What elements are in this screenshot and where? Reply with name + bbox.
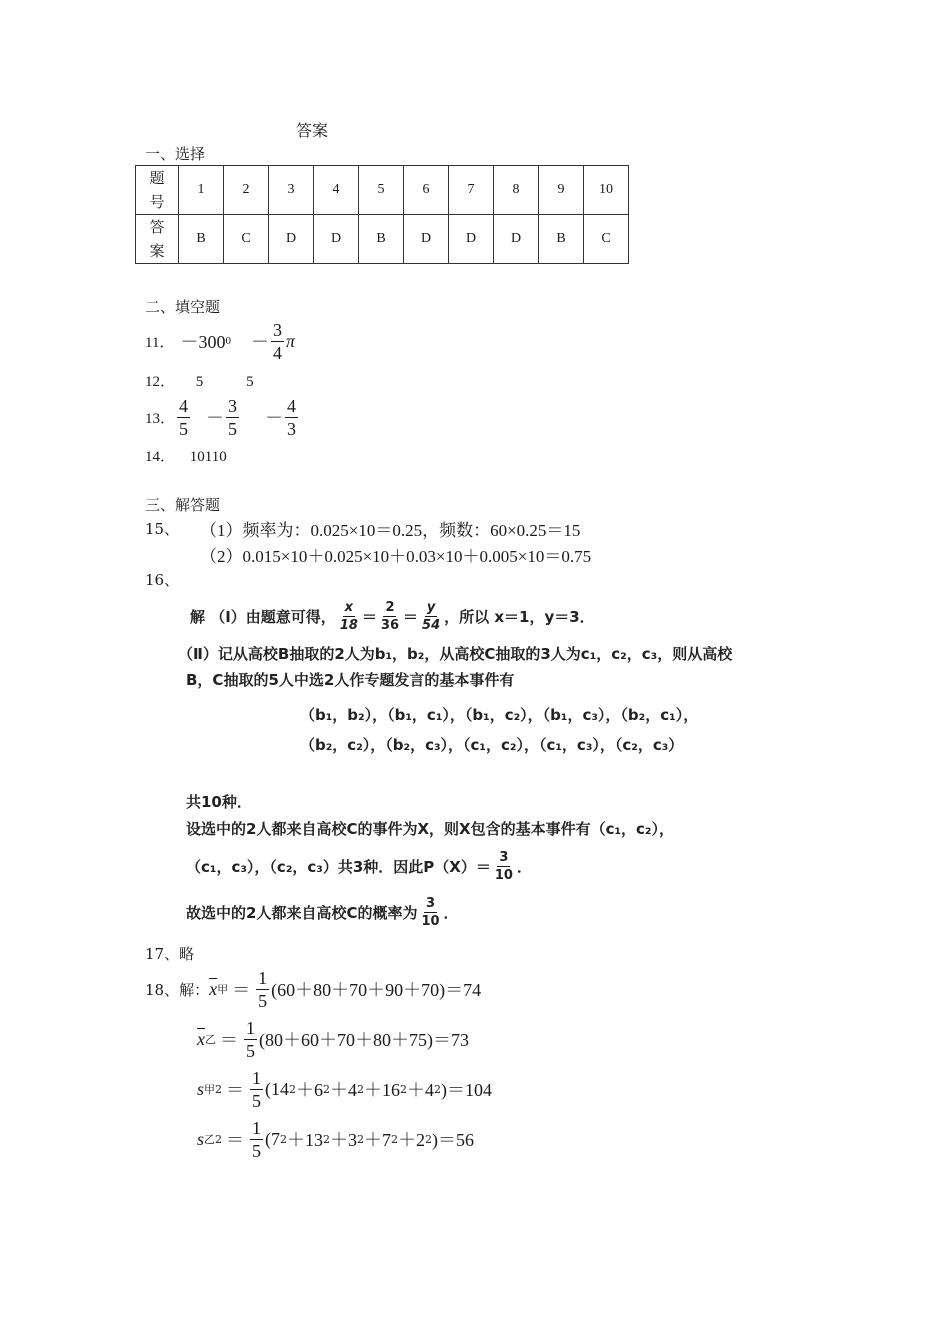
q16-line5: （b₂，c₂），（b₂，c₃），（c₁，c₂），（c₁，c₃），（c₂，c₃） <box>300 736 684 754</box>
question-number: 13． <box>145 410 176 427</box>
equation-term: ＋7 <box>364 1130 392 1150</box>
equation-term: )＝56 <box>432 1130 475 1150</box>
answer-value: 10110 <box>189 449 227 465</box>
page-title: 答案 <box>296 121 329 140</box>
superscript: 2 <box>280 1132 288 1146</box>
equation-fraction <box>250 1119 263 1160</box>
fraction-numerator: 1 <box>258 967 268 988</box>
superscript: 2 <box>425 1132 433 1146</box>
q16-line9 <box>186 892 459 932</box>
answer-table <box>135 165 629 264</box>
answer-18-line3: s 甲 2 ＝ $\frac{1}{5}$ (14 2 ＋6 2 ＋4 2 ＋16 2 ＋4 2 )＝104 <box>197 1067 493 1111</box>
question-number: 17、 <box>145 945 180 963</box>
subscript: 乙 <box>204 1133 216 1146</box>
superscript: 2 <box>357 1132 365 1146</box>
equals-sign: ＝ <box>403 607 419 626</box>
fraction-numerator: 4 <box>179 395 189 416</box>
question-number: 14． <box>145 449 176 465</box>
q16-fraction <box>420 601 442 632</box>
fraction-denominator: 36 <box>380 617 400 633</box>
equation-term: ＋4 <box>330 1080 358 1100</box>
answer-fraction <box>226 397 239 438</box>
fraction-denominator: 3 <box>287 418 297 439</box>
superscript: 2 <box>215 1132 223 1146</box>
table-cell: C <box>224 215 269 264</box>
q16-line1 <box>190 596 595 636</box>
table-cell: B <box>539 215 584 264</box>
subscript: 乙 <box>205 1033 216 1046</box>
answer-14 <box>145 445 227 466</box>
fraction-denominator: 5 <box>179 418 189 439</box>
answer-15-line1: （1）频率为：0.025×10＝0.25，频数：60×0.25＝15 <box>200 521 581 540</box>
fraction-denominator: 5 <box>246 1040 255 1061</box>
fraction-numerator: 1 <box>252 1117 262 1138</box>
fraction-denominator: 5 <box>252 1140 262 1161</box>
equation-term: ＋2 <box>398 1130 426 1150</box>
q16-text: ，所以 x＝1，y＝3． <box>444 607 595 626</box>
section-heading-fill: 二、填空题 <box>145 298 221 316</box>
row-label-char: 题 <box>149 169 165 187</box>
q16-line2: （Ⅱ）记从高校B抽取的2人为b₁，b₂，从高校C抽取的3人为c₁，c₂，c₃，则从高校 <box>178 645 733 663</box>
fraction-denominator: 5 <box>258 990 268 1011</box>
answer-fraction <box>271 321 284 362</box>
table-row-answers <box>136 215 629 264</box>
equation-rest: (80＋60＋70＋80＋75)＝73 <box>259 1030 469 1050</box>
q16-text: （c₁，c₃），（c₂，c₃）共3种．因此P（X）＝ <box>186 857 491 876</box>
equation-fraction <box>256 969 269 1010</box>
answer-fraction <box>177 397 190 438</box>
fraction-denominator: 54 <box>422 617 441 633</box>
fraction-numerator: x <box>344 599 354 615</box>
q16-text: 故选中的2人都来自高校C的概率为 <box>186 903 418 922</box>
fraction-denominator: 10 <box>421 913 440 929</box>
table-cell: 8 <box>494 166 539 215</box>
equation-term: )＝104 <box>441 1080 493 1100</box>
subscript: 甲 <box>217 983 229 996</box>
table-cell: 5 <box>359 166 404 215</box>
row-label-char: 号 <box>149 193 165 211</box>
q16-fraction <box>338 601 360 632</box>
answer-15-line2: （2）0.015×10＋0.025×10＋0.03×10＋0.005×10＝0.75 <box>200 547 592 566</box>
fraction-denominator: 5 <box>228 418 238 439</box>
table-cell: D <box>404 215 449 264</box>
table-cell: D <box>449 215 494 264</box>
table-cell: D <box>494 215 539 264</box>
equation-fraction <box>244 1019 257 1060</box>
fraction-denominator: 4 <box>272 342 282 363</box>
q16-text: ． <box>443 903 459 922</box>
answer-sign: － <box>206 408 225 428</box>
table-cell: C <box>584 215 629 264</box>
superscript: 2 <box>323 1082 331 1096</box>
fraction-numerator: 3 <box>499 849 509 865</box>
q16-fraction <box>493 851 515 882</box>
variance-symbol: s <box>197 1128 205 1149</box>
equation-term: (14 <box>265 1078 290 1099</box>
answer-11 <box>145 318 295 364</box>
row-label-number <box>136 166 179 215</box>
equation-term: ＋16 <box>364 1080 401 1100</box>
answer-12 <box>145 370 254 391</box>
row-label-char: 答 <box>149 218 165 236</box>
equation-term: ＋13 <box>287 1130 324 1150</box>
fraction-numerator: 4 <box>287 395 297 416</box>
section-heading-choice: 一、选择 <box>145 145 206 163</box>
equation-rest: (60＋80＋70＋90＋70)＝74 <box>271 980 482 1000</box>
mean-symbol: $\overline{x}$ <box>209 978 218 999</box>
table-cell: B <box>179 215 224 264</box>
q16-line6: 共10种． <box>186 793 252 811</box>
superscript: 2 <box>434 1082 442 1096</box>
q16-text: 解 （Ⅰ）由题意可得， <box>190 607 336 626</box>
superscript: 2 <box>391 1132 399 1146</box>
answer-lead: 解： <box>179 980 210 999</box>
answer-value: 略 <box>179 945 195 963</box>
answer-sign: － <box>250 332 269 352</box>
table-row-numbers <box>136 166 629 215</box>
q16-line4: （b₁，b₂），（b₁，c₁），（b₁，c₂），（b₁，c₃），（b₂，c₁）， <box>300 706 699 724</box>
row-label-char: 案 <box>149 242 165 260</box>
q16-line3: B，C抽取的5人中选2人作专题发言的基本事件有 <box>186 671 515 689</box>
table-cell: 1 <box>179 166 224 215</box>
equation-term: (7 <box>265 1128 281 1149</box>
fraction-numerator: 3 <box>272 319 282 340</box>
table-cell: 9 <box>539 166 584 215</box>
answer-18-line4: s 乙 2 ＝ $\frac{1}{5}$ (7 2 ＋13 2 ＋3 2 ＋7 2 ＋2 2 )＝56 <box>197 1117 475 1161</box>
fraction-denominator: 10 <box>494 867 513 883</box>
question-number: 11． <box>145 334 175 351</box>
q16-fraction <box>379 601 401 632</box>
pi-symbol: π <box>285 330 295 351</box>
q16-fraction <box>419 897 441 928</box>
question-number-16: 16、 <box>145 571 180 589</box>
row-label-answer <box>136 215 179 264</box>
table-cell: 6 <box>404 166 449 215</box>
superscript: 2 <box>215 1082 223 1096</box>
equation-term: ＋3 <box>330 1130 358 1150</box>
subscript: 甲 <box>204 1083 216 1096</box>
table-cell: 10 <box>584 166 629 215</box>
q16-line7: 设选中的2人都来自高校C的事件为X，则X包含的基本事件有（c₁，c₂）， <box>186 820 675 838</box>
q16-text: ． <box>516 857 532 876</box>
fraction-numerator: 2 <box>385 599 395 615</box>
table-cell: D <box>314 215 359 264</box>
table-cell: 7 <box>449 166 494 215</box>
q16-line8 <box>186 846 532 886</box>
answer-sign: － <box>265 408 284 428</box>
answer-fraction <box>285 397 298 438</box>
question-number-15: 15、 <box>145 520 180 538</box>
table-cell: 4 <box>314 166 359 215</box>
question-number: 18、 <box>145 980 180 999</box>
table-cell: 3 <box>269 166 314 215</box>
fraction-numerator: 1 <box>252 1067 262 1088</box>
section-heading-solve: 三、解答题 <box>145 496 221 514</box>
table-cell: B <box>359 215 404 264</box>
table-cell: 2 <box>224 166 269 215</box>
fraction-numerator: 3 <box>228 395 238 416</box>
equation-term: ＋6 <box>296 1080 324 1100</box>
equation-term: ＋4 <box>407 1080 435 1100</box>
superscript: 2 <box>289 1082 297 1096</box>
answer-13 <box>145 394 300 440</box>
fraction-numerator: 1 <box>246 1017 255 1038</box>
superscript: 2 <box>400 1082 408 1096</box>
superscript: 2 <box>323 1132 331 1146</box>
equation-fraction <box>250 1069 263 1110</box>
equals-sign: ＝ <box>361 607 377 626</box>
fraction-numerator: 3 <box>425 895 436 911</box>
answer-18-line2: $\overline{x}$ 乙 ＝ $\frac{1}{5}$ (80＋60＋70＋80＋75)＝73 <box>197 1017 469 1061</box>
fraction-numerator: y <box>426 599 436 615</box>
answer-18-line1: 18、 解： $\overline{x}$ 甲 ＝ $\frac{1}{5}$ (60＋80＋70＋90＋70)＝74 <box>145 967 482 1011</box>
answer-17 <box>145 943 194 964</box>
question-number: 12． <box>145 374 176 390</box>
variance-symbol: s <box>197 1078 205 1099</box>
answer-value: 5 <box>246 374 254 390</box>
answer-value: －300 <box>180 332 226 352</box>
answer-superscript: 0 <box>225 335 231 347</box>
fraction-denominator: 5 <box>252 1090 262 1111</box>
superscript: 2 <box>357 1082 365 1096</box>
answer-value: 5 <box>195 374 204 390</box>
mean-symbol: $\overline{x}$ <box>197 1028 205 1049</box>
fraction-denominator: 18 <box>339 617 358 633</box>
table-cell: D <box>269 215 314 264</box>
